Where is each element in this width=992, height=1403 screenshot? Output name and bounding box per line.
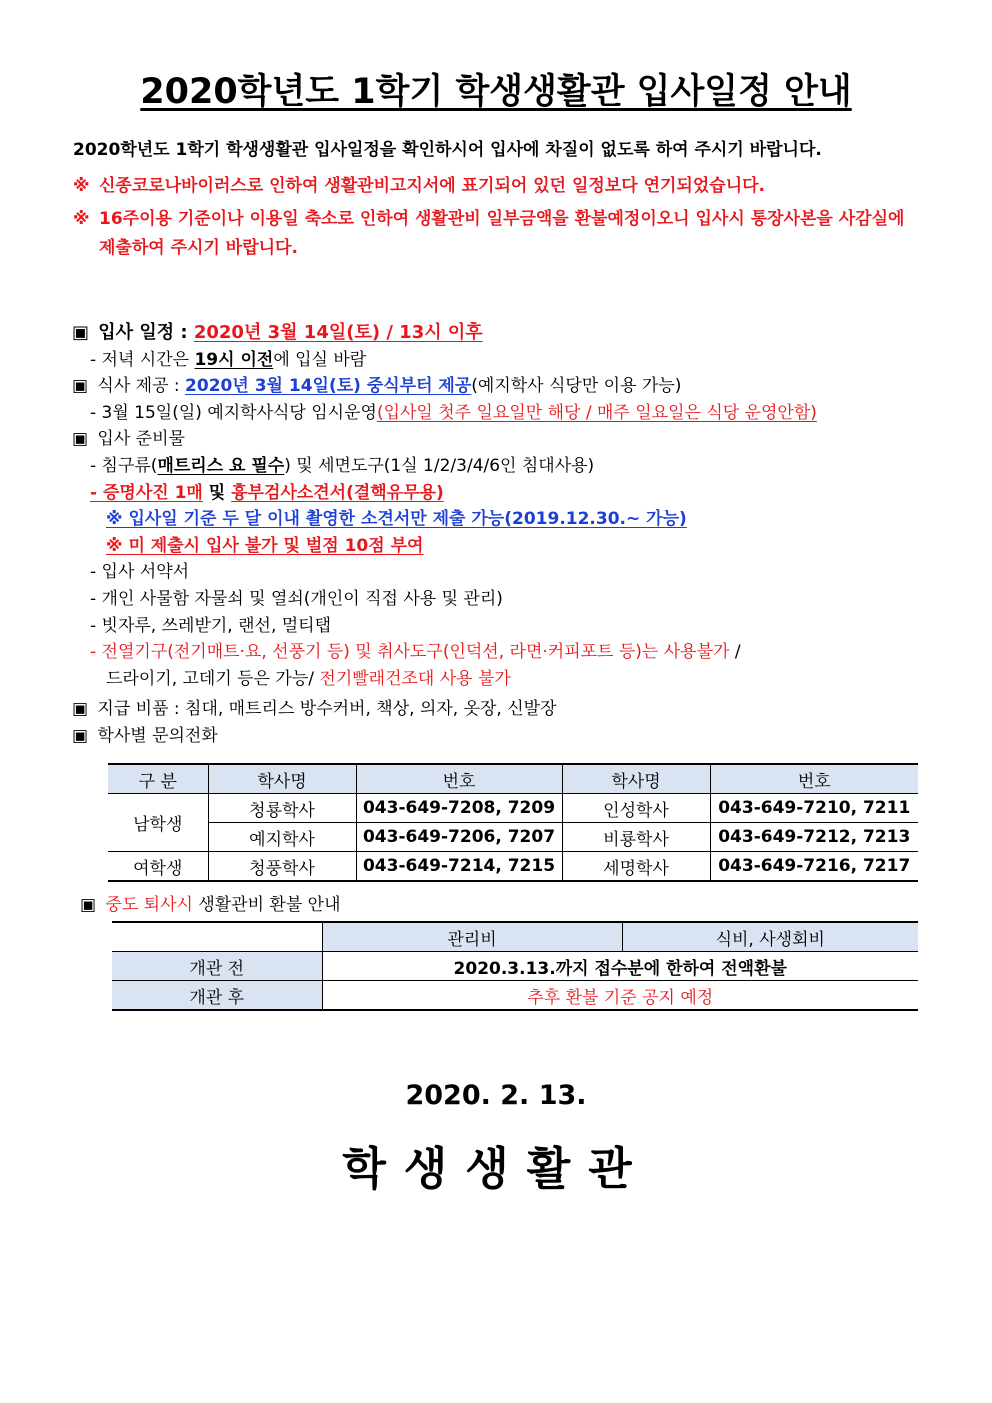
prep-item-text: - 침구류( <box>90 455 158 476</box>
table-header-row <box>112 922 918 952</box>
schedule-sub-text: - 저녁 시간은 <box>90 349 195 370</box>
note-mark: ※ <box>73 209 90 229</box>
notice-note <box>73 172 920 201</box>
meal-sub-red: (입사일 첫주 일요일만 해당 / 매주 일요일은 식당 운영안함) <box>376 402 817 423</box>
prep-item-xray: 흉부검사소견서(결핵유무용) <box>231 482 444 503</box>
dorm-cell: 청룡학사 <box>208 794 356 823</box>
prep-item: - 개인 사물함 자물쇠 및 열쇠(개인이 직접 사용 및 관리) <box>90 588 503 609</box>
row-label: 개관 전 <box>112 952 322 981</box>
intro-section <box>73 136 920 267</box>
refund-before-text: 2020.3.13.까지 접수분에 한하여 전액환불 <box>322 952 918 981</box>
table-corner <box>112 922 322 952</box>
prep-note-red: ※ 미 제출시 입사 불가 및 벌점 10점 부여 <box>106 535 424 556</box>
note-mark: ※ <box>73 176 90 196</box>
table-row <box>108 794 918 823</box>
phone-cell: 043-649-7216, 7217 <box>710 852 918 882</box>
prep-item: - 입사 서약서 <box>90 562 190 583</box>
square-bullet-icon: ▣ <box>72 376 89 397</box>
prep-item-post: / <box>729 642 741 663</box>
phone-cell: 043-649-7214, 7215 <box>356 852 562 882</box>
group-cell: 여학생 <box>108 852 208 882</box>
page-title: 2020학년도 1학기 학생생활관 입사일정 안내 <box>140 72 852 112</box>
phone-cell: 043-649-7212, 7213 <box>710 823 918 852</box>
dorm-cell: 비룡학사 <box>562 823 710 852</box>
meal-row <box>72 373 932 400</box>
refund-title <box>80 890 341 915</box>
prep-item-photo: - 증명사진 1매 <box>90 482 203 503</box>
prep-item-red: 전기빨래건조대 사용 불가 <box>319 668 511 689</box>
refund-title-post: 생활관비 환불 안내 <box>192 895 341 915</box>
table-row <box>108 852 918 882</box>
refund-after-text: 추후 환불 기준 공지 예정 <box>322 981 918 1011</box>
prep-item-red: - 전열기구(전기매트·요, 선풍기 등) 및 취사도구(인덕션, 라면·커피포트 등)는 사용불가 <box>90 642 730 663</box>
prep-note-blue: ※ 입사일 기준 두 달 이내 촬영한 소견서만 제출 가능(2019.12.30.~ 가능) <box>106 509 687 530</box>
schedule-row <box>72 320 932 347</box>
table-header: 학사명 <box>562 764 710 794</box>
prep-item-post: ) 및 세면도구(1실 1/2/3/4/6인 침대사용) <box>284 455 595 476</box>
prep-item <box>72 480 932 507</box>
prep-row <box>72 426 932 453</box>
prep-item <box>72 666 932 693</box>
table-header: 번호 <box>356 764 562 794</box>
intro-notes <box>73 172 920 263</box>
table-header: 번호 <box>710 764 918 794</box>
square-bullet-icon: ▣ <box>72 699 89 720</box>
square-bullet-icon: ▣ <box>72 429 89 450</box>
supplies-row <box>72 696 932 723</box>
prep-item <box>72 639 932 666</box>
table-header: 식비, 사생회비 <box>622 922 918 952</box>
table-row <box>112 981 918 1011</box>
prep-item-em: 매트리스 요 필수 <box>157 455 285 476</box>
dorm-cell: 예지학사 <box>208 823 356 852</box>
prep-item-text: 드라이기, 고데기 등은 가능/ <box>106 668 320 689</box>
square-bullet-icon: ▣ <box>72 322 90 343</box>
meal-value-post: (예지학사 식당만 이용 가능) <box>471 376 682 397</box>
square-bullet-icon: ▣ <box>72 725 89 746</box>
phone-cell: 043-649-7208, 7209 <box>356 794 562 823</box>
contacts-row <box>72 723 932 750</box>
contacts-table <box>108 763 918 882</box>
page-title-wrap <box>0 64 992 114</box>
intro-paragraph: 2020학년도 1학기 학생생활관 입사일정을 확인하시어 입사에 차질이 없도록 하여 주시기 바랍니다. <box>73 140 822 160</box>
note-text: 16주이용 기준이나 이용일 축소로 인하여 생활관비 일부금액을 환불예정이오니 입사시 통장사본을 사감실에 제출하여 주시기 바랍니다. <box>99 209 905 258</box>
table-header: 구 분 <box>108 764 208 794</box>
details-section <box>72 320 932 750</box>
table-row <box>108 823 918 852</box>
group-cell: 남학생 <box>108 794 208 852</box>
meal-sub <box>72 400 932 427</box>
dorm-cell: 인성학사 <box>562 794 710 823</box>
phone-cell: 043-649-7206, 7207 <box>356 823 562 852</box>
issue-date: 2020. 2. 13. <box>405 1080 587 1111</box>
meal-value: 2020년 3월 14일(토) 중식부터 제공 <box>185 376 472 397</box>
contacts-label: 학사별 문의전화 <box>97 725 218 746</box>
dorm-cell: 세명학사 <box>562 852 710 882</box>
table-header: 학사명 <box>208 764 356 794</box>
prep-item: - 빗자루, 쓰레받기, 랜선, 멀티탭 <box>90 615 332 636</box>
table-row <box>112 952 918 981</box>
table-header: 관리비 <box>322 922 622 952</box>
dorm-cell: 청풍학사 <box>208 852 356 882</box>
phone-cell: 043-649-7210, 7211 <box>710 794 918 823</box>
note-text: 신종코로나바이러스로 인하여 생활관비고지서에 표기되어 있던 일정보다 연기되었습니다. <box>99 176 766 196</box>
supplies-text: 지급 비품 : 침대, 매트리스 방수커버, 책상, 의자, 옷장, 신발장 <box>97 699 557 720</box>
refund-table <box>112 921 918 1011</box>
meal-sub-text: - 3월 15일(일) 예지학사식당 임시운영 <box>90 402 377 423</box>
meal-label: 식사 제공 : <box>97 376 180 397</box>
schedule-sub-post: 에 입실 바람 <box>273 349 367 370</box>
prep-item <box>72 453 932 480</box>
schedule-value: 2020년 3월 14일(토) / 13시 이후 <box>193 322 483 343</box>
schedule-sub-em: 19시 이전 <box>194 349 274 370</box>
organization-name: 학생생활관 <box>342 1142 650 1195</box>
prep-item-and: 및 <box>202 482 232 503</box>
notice-note <box>73 205 920 263</box>
prep-label: 입사 준비물 <box>97 429 185 450</box>
row-label: 개관 후 <box>112 981 322 1011</box>
square-bullet-icon: ▣ <box>80 895 97 915</box>
table-header-row <box>108 764 918 794</box>
schedule-sub <box>72 347 932 374</box>
refund-title-red: 중도 퇴사시 <box>105 895 193 915</box>
schedule-label: 입사 일정 : <box>98 322 188 343</box>
